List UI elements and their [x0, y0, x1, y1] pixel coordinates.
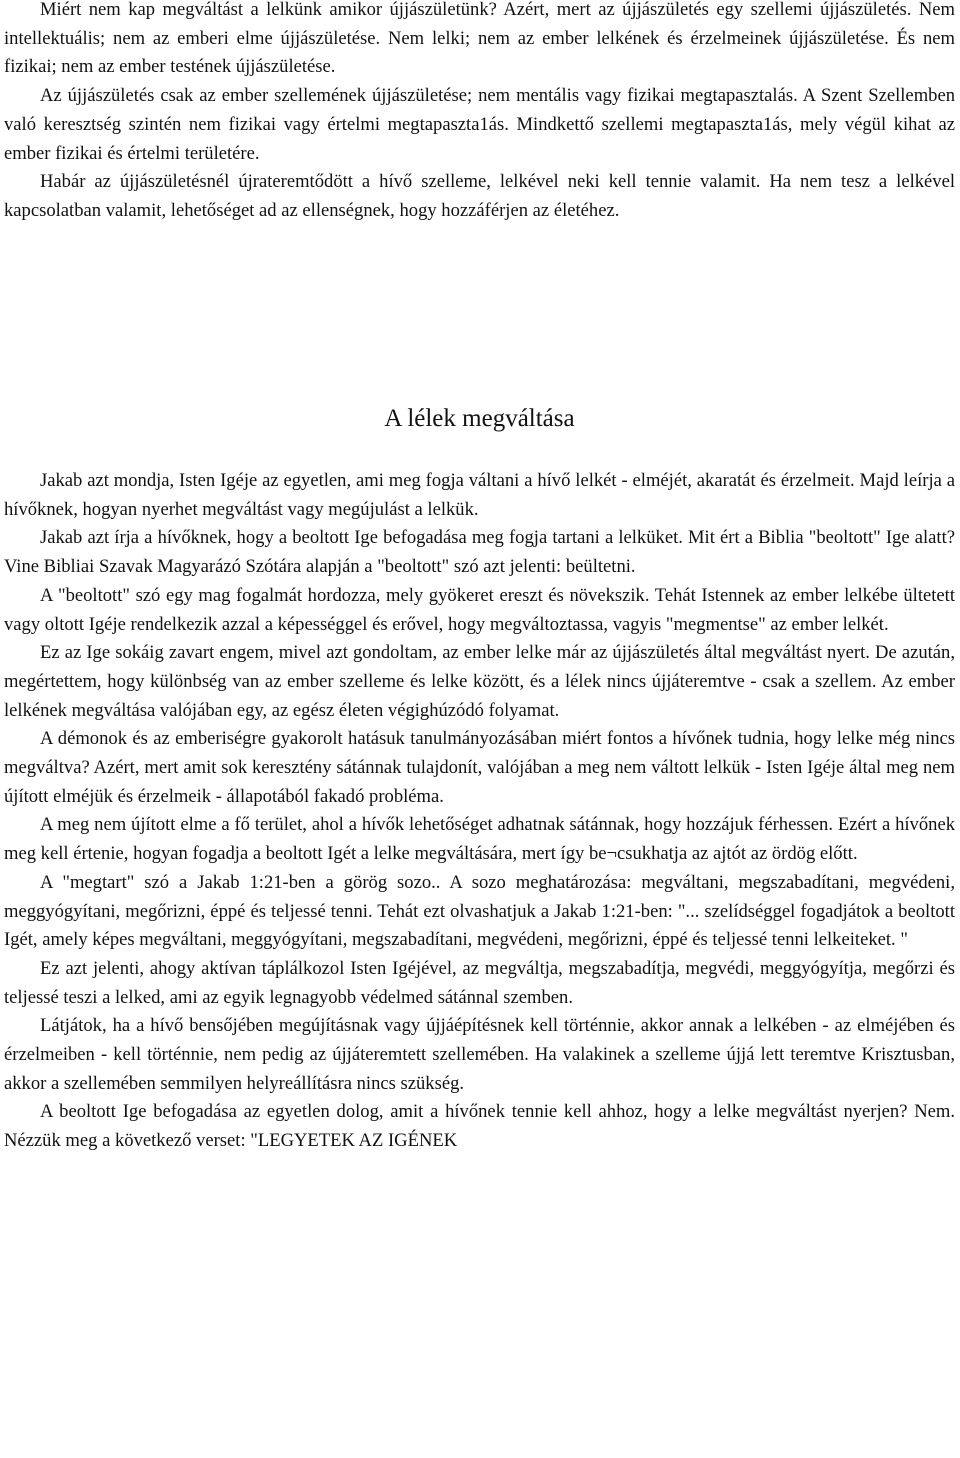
body-paragraph-9: Látjátok, ha a hívő bensőjében megújításnak vagy újjáépítésnek kell történnie, akkor annak a lelkében - az elméjében és érzelmeiben - kell történnie, nem pedig az újjáteremtett szellemében. Ha valakinek a szelleme újjá lett teremtve Krisztusban, akkor a szellemében semmilyen helyreállításra nincs szükség.	[4, 1015, 955, 1094]
section-title: A lélek megváltása	[384, 405, 575, 432]
body-paragraph-7: A "megtart" szó a Jakab 1:21-ben a görög sozo.. A sozo meghatározása: megváltani, megszabadítani, megvédeni, meggyógyítani, megőrizni, éppé és teljessé tenni. Tehát ezt olvashatjuk a Jakab 1:21-ben: "... szelídséggel fogadjátok a beoltott Igét, amely képes megváltani, meggyógyítani, megszabadítani, megvédeni, megőrizni, éppé és teljessé tenni lelkeiteket. "	[4, 871, 955, 951]
body-paragraph-8: Ez azt jelenti, ahogy aktívan táplálkozol Isten Igéjével, az megváltja, megszabadítja, megvédi, meggyógyítja, megőrzi és teljessé teszi a lelked, ami az egyik legnagyobb védelmed sátánnal szemben.	[4, 957, 955, 1008]
intro-paragraph-1: Miért nem kap megváltást a lelkünk amikor újjászületünk? Azért, mert az újjászületés egy szellemi újjászületés. Nem intellektuális; nem az emberi elme újjászületése. Nem lelki; nem az ember lelkének és érzelmeinek újjászületése. És nem fizikai; nem az ember testének újjászületése.	[4, 0, 955, 78]
body-paragraph-1: Jakab azt mondja, Isten Igéje az egyetlen, ami meg fogja váltani a hívő lelkét - elméjét, akaratát és érzelmeit. Majd leírja a hívőknek, hogyan nyerhet megváltást vagy megújulást a lelkük.	[4, 470, 955, 520]
body-paragraph-10: A beoltott Ige befogadása az egyetlen dolog, amit a hívőnek tennie kell ahhoz, hogy a lelke megváltást nyerjen? Nem. Nézzük meg a következő verset: "LEGYETEK AZ IGÉNEK	[4, 1101, 955, 1152]
body-paragraph-4: Ez az Ige sokáig zavart engem, mivel azt gondoltam, az ember lelke már az újjászületés által megváltást nyert. De azután, megértettem, hogy különbség van az ember szelleme és lelke között, és a lélek nincs újjáteremtve - csak a szellem. Az ember lelkének megváltása valójában egy, az egész életen végighúzódó folyamat.	[4, 642, 955, 721]
body-paragraph-5: A démonok és az emberiségre gyakorolt hatásuk tanulmányozásában miért fontos a hívőnek tudnia, hogy lelke még nincs megváltva? Azért, mert amit sok keresztény sátánnak tulajdonít, valójában a meg nem váltott lelkük - Isten Igéje által meg nem újított elméjük és érzelmeik - állapotából fakadó probléma.	[4, 728, 955, 807]
intro-paragraph-3: Habár az újjászületésnél újrateremtődött a hívő szelleme, lelkével neki kell tennie valamit. Ha nem tesz a lelkével kapcsolatban valamit, lehetőséget ad az ellenségnek, hogy hozzáférjen az életéhez.	[4, 171, 955, 221]
body-section	[4, 467, 955, 1156]
body-paragraph-3: A "beoltott" szó egy mag fogalmát hordozza, mely gyökeret ereszt és növekszik. Tehát Istennek az ember lelkébe ültetett vagy oltott Igéje rendelkezik azzal a képességgel és erővel, hogy megváltoztassa, vagyis "megmentse" az ember lelkét.	[4, 584, 955, 635]
body-paragraph-6: A meg nem újított elme a fő terület, ahol a hívők lehetőséget adhatnak sátánnak, hogy hozzájuk férhessen. Ezért a hívőnek meg kell értenie, hogyan fogadja a beoltott Igét a lelke megváltására, mert így be¬csukhatja az ajtót az ördög előtt.	[4, 814, 955, 865]
intro-section	[4, 0, 955, 226]
body-paragraph-2: Jakab azt írja a hívőknek, hogy a beoltott Ige befogadása meg fogja tartani a lelküket. Mit ért a Biblia "beoltott" Ige alatt? Vine Bibliai Szavak Magyarázó Szótára alapján a "beoltott" szó azt jelenti: beültetni.	[4, 527, 955, 578]
intro-paragraph-2: Az újjászületés csak az ember szellemének újjászületése; nem mentális vagy fizikai megtapasztalás. A Szent Szellemben való keresztség szintén nem fizikai vagy értelmi megtapaszta1ás. Mindkettő szellemi megtapaszta1ás, mely végül kihat az ember fizikai és értelmi területére.	[4, 85, 955, 164]
